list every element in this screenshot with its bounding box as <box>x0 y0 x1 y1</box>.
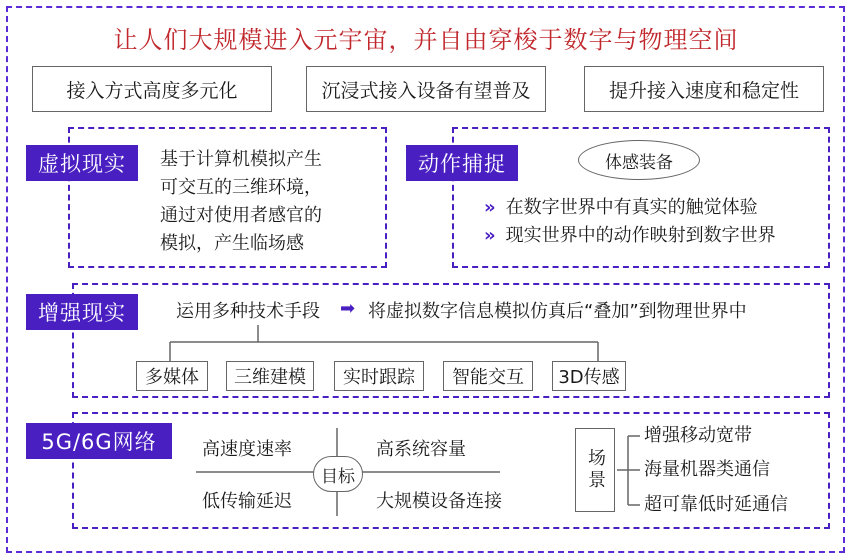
goal-high-speed: 高速度速率 <box>202 439 292 460</box>
ar-item-3d-modeling: 三维建模 <box>226 361 314 391</box>
ar-result: 将虚拟数字信息模拟仿真后“叠加”到物理世界中 <box>368 301 747 322</box>
scene-mmtc: 海量机器类通信 <box>644 459 770 480</box>
ar-item-smart-interaction: 智能交互 <box>443 361 533 391</box>
goal-massive-connection: 大规模设备连接 <box>376 491 502 512</box>
page-title: 让人们大规模进入元宇宙，并自由穿梭于数字与物理空间 <box>113 26 739 54</box>
top-box-access-diversity: 接入方式高度多元化 <box>32 66 272 112</box>
ar-item-multimedia: 多媒体 <box>136 361 208 391</box>
goal-high-capacity: 高系统容量 <box>376 439 466 460</box>
vr-line: 基于计算机模拟产生 <box>160 149 322 170</box>
top-box-immersive-devices: 沉浸式接入设备有望普及 <box>306 66 546 112</box>
mocap-point-text: 在数字世界中有真实的触觉体验 <box>505 197 758 218</box>
vr-line: 可交互的三维环境， <box>160 177 322 198</box>
scene-embb: 增强移动宽带 <box>644 425 752 446</box>
arrow-right-icon: ➡ <box>340 298 356 319</box>
net-label: 5G/6G网络 <box>26 423 172 459</box>
scene-label: 场景 <box>575 428 615 512</box>
vr-label: 虚拟现实 <box>26 145 138 181</box>
ar-lead: 运用多种技术手段 <box>176 301 320 322</box>
chevron-right-icon: » <box>484 225 496 246</box>
ar-item-realtime-tracking: 实时跟踪 <box>334 361 424 391</box>
mocap-label: 动作捕捉 <box>406 145 518 181</box>
mocap-badge: 体感装备 <box>578 140 700 180</box>
ar-item-3d-sensing: 3D传感 <box>552 361 626 391</box>
goal-low-latency: 低传输延迟 <box>202 491 292 512</box>
ar-label: 增强现实 <box>26 294 138 330</box>
vr-line: 通过对使用者感官的 <box>160 205 322 226</box>
scene-urllc: 超可靠低时延通信 <box>644 494 788 515</box>
top-box-speed-stability: 提升接入速度和稳定性 <box>584 66 824 112</box>
vr-line: 模拟，产生临场感 <box>160 233 304 254</box>
chevron-right-icon: » <box>484 197 496 218</box>
goal-center: 目标 <box>313 456 363 492</box>
mocap-point-text: 现实世界中的动作映射到数字世界 <box>505 225 776 246</box>
